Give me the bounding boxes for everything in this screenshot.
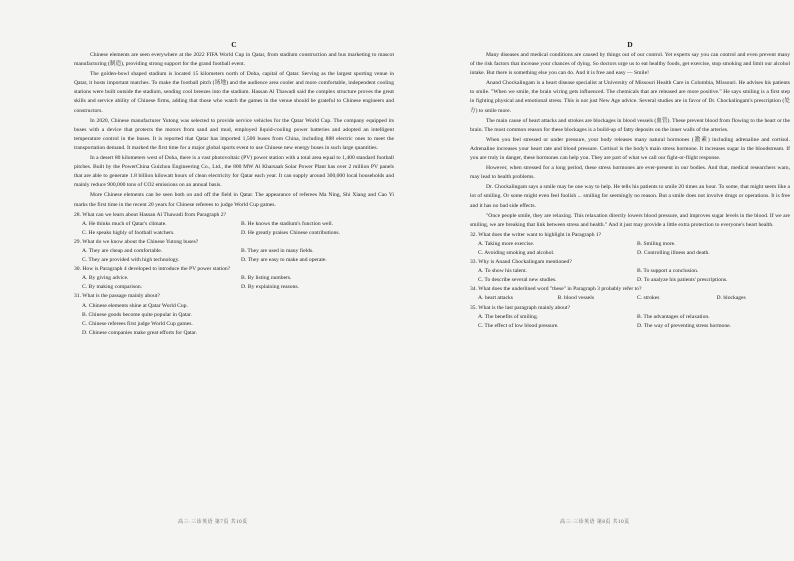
option-d: D. To analyze his patients' prescriptions. bbox=[637, 277, 728, 284]
option-c: C. strokes bbox=[637, 295, 660, 302]
option-a: A. By giving advice. bbox=[82, 275, 129, 282]
question-stem: 34. What does the underlined word "these" in Paragraph 3 probably refer to? bbox=[470, 286, 642, 293]
paragraph: When you feel stressed or under pressure, your body releases many natural hormones (激素) including adrenaline and cortisol. Adrenaline increases your heart rate and blood pressure. Cortisol is the body's main stress hormone. It increases sugar in the bloodstream. If you are truly in danger, these hormones can help you. They are part of what we call our fight-or-flight response. bbox=[470, 136, 790, 162]
option-d: D. Controlling illness and death. bbox=[637, 249, 710, 256]
paragraph: Anand Chockalingam is a heart disease specialist at University of Missouri Health Care in Columbia, Missouri. He advises his patients to smile. "When we smile, the brain wiring gets influenced. The chemicals that are released are more positive." He says smiling is a first step in fighting physical and emotional stress. This is not just New Age advice. Several studies are in favor of Dr. Chockalingam's prescription (处方) to smile more. bbox=[470, 80, 790, 114]
page-footer-left: 高三·三诊英语 第7页 共10页 bbox=[178, 520, 248, 525]
section-heading-c: C bbox=[231, 40, 237, 49]
option-c: C. The effect of low blood pressure. bbox=[478, 322, 559, 329]
question-stem: 31. What is the passage mainly about? bbox=[74, 293, 160, 300]
question-stem: 30. How is Paragraph 4 developed to introduce the PV power station? bbox=[74, 266, 231, 273]
paragraph: In a desert 80 kilometers west of Doha, there is a vast photovoltaic (PV) power station with a total area equal to 1,400 standard football pitches. Built by the PowerChina Guizhou Engineering Co., Ltd., the 800 MW Al Kharsaah Solar Power Plant has over 2 million PV panels that are able to generate 1.8 billion kilowatt hours of clean electricity for Qatar each year. It can supply around 300,000 local households and mainly reduce 900,000 tons of CO2 emissions on an annual basis. bbox=[74, 155, 394, 189]
option-a: A. They are cheap and comfortable. bbox=[82, 247, 163, 254]
left-column bbox=[74, 40, 394, 338]
question-31 bbox=[74, 292, 394, 337]
option-b: B. They are used in many fields. bbox=[241, 247, 314, 254]
paragraph: In 2020, Chinese manufacturer Yutong was selected to provide service vehicles for the Qatar World Cup. The company equipped its buses with a device that protects the motors from sand and mud, employed liquid-cooling power batteries and adopted an intelligent temperature control in the buses. It is reported that Qatar has imported 1,500 buses from China, including 888 electric ones to meet the transportation demand. It marked the first time for a major global sports event to use Chinese new energy buses in such large quantities. bbox=[74, 117, 394, 151]
paragraph: Dr. Chockalingam says a smile may be one way to help. He tells his patients to smile 20 times an hour. To some, that might seem like a lot of smiling. Or some might even feel foolish ... smiling for seemingly no reason. But a smile does not involve drugs or operations. It is free and it has no bad side effects. bbox=[470, 184, 790, 209]
question-stem: 35. What is the last paragraph mainly about? bbox=[470, 304, 570, 311]
paragraph: The main cause of heart attacks and strokes are blockages in blood vessels (血管). These prevent blood from flowing to the heart or the brain. The most common reason for these blockages is a build-up of fatty deposits on the inner walls of the arteries. bbox=[470, 117, 790, 133]
paragraph: Chinese elements are seen everywhere at the 2022 FIFA World Cup in Qatar, from stadium construction and bus marketing to mascot manufacturing (制造), providing strong support for the grand football event. bbox=[74, 52, 394, 68]
option-a: A. heart attacks bbox=[478, 295, 513, 302]
question-28 bbox=[74, 211, 394, 238]
option-b: B. Chinese goods become quite popular in Qatar. bbox=[82, 311, 192, 318]
option-d: D. He greatly praises Chinese contributions. bbox=[241, 229, 340, 236]
option-b: B. He knows the stadium's function well. bbox=[241, 220, 334, 227]
option-c: C. He speaks highly of football watchers. bbox=[82, 229, 175, 236]
question-stem: 29. What do we know about the Chinese Yutong buses? bbox=[74, 238, 199, 245]
paragraph: More Chinese elements can be seen both on and off the field in Qatar. The appearance of referees Ma Ning, Shi Xiang and Cao Yi marks the first time in the recent 20 years for Chinese referees to judge World Cup games. bbox=[74, 192, 394, 208]
option-d: D. They are easy to make and operate. bbox=[241, 257, 327, 264]
question-32 bbox=[470, 231, 790, 258]
option-a: A. Chinese elements shine at Qatar World Cup. bbox=[82, 302, 188, 309]
option-d: D. Chinese companies make great efforts for Qatar. bbox=[82, 329, 197, 336]
question-33 bbox=[470, 258, 790, 285]
right-column bbox=[470, 40, 790, 331]
question-29 bbox=[74, 238, 394, 265]
option-d: D. The way of preventing stress hormone. bbox=[637, 322, 732, 329]
paragraph: However, when stressed for a long period, these stress hormones are ever-present in our bodies. And that, medical researchers warn, may lead to health problems. bbox=[470, 165, 790, 181]
option-a: A. To show his talent. bbox=[478, 268, 527, 275]
question-34 bbox=[470, 285, 790, 303]
question-35 bbox=[470, 304, 790, 331]
section-heading-d: D bbox=[627, 40, 633, 49]
question-stem: 28. What can we learn about Hassan Al Thawadi from Paragraph 2? bbox=[74, 211, 227, 218]
option-b: B. Smiling more. bbox=[637, 240, 676, 247]
option-c: C. Avoiding smoking and alcohol. bbox=[478, 249, 555, 256]
option-a: A. He thinks much of Qatar's climate. bbox=[82, 220, 167, 227]
option-b: B. To support a conclusion. bbox=[637, 268, 699, 275]
paragraph: The golden-bowl shaped stadium is located 15 kilometers north of Doha, capital of Qatar. Serving as the largest sporting venue in Qatar, it hosts important matches. To make the football pitch (场地) and the audience area cooler and more comfortable, independent cooling stations were built outside the stadium, sending cool breezes into the stadium. Hassan Al Thawadi said the complex structure proves the great skills and service ability of Chinese firms, adding that those who watch the games in the venue should be grateful to Chinese engineers and constructors. bbox=[74, 71, 394, 114]
question-30 bbox=[74, 265, 394, 292]
option-d: D. blockages bbox=[716, 295, 746, 302]
paragraph: Many diseases and medical conditions are caused by things out of our control. Yet experts say you can control and even prevent many of the risk factors that increase your chances of dying. So doctors urge us to eat healthy foods, get exercise, stop smoking and limit our alcohol intake. But there is something else you can do. And it is free and easy — Smile! bbox=[470, 52, 790, 77]
option-b: B. blood vessels bbox=[557, 295, 595, 302]
option-c: C. By making comparison. bbox=[82, 284, 143, 291]
question-stem: 32. What does the writer want to highlight in Paragraph 1? bbox=[470, 231, 602, 238]
option-a: A. Taking more exercise. bbox=[478, 240, 535, 247]
option-b: B. By listing numbers. bbox=[241, 275, 292, 282]
page-footer-right: 高三·三诊英语 第8页 共10页 bbox=[560, 520, 630, 525]
option-d: D. By explaining reasons. bbox=[241, 284, 299, 291]
option-b: B. The advantages of relaxation. bbox=[637, 313, 710, 320]
paragraph: "Once people smile, they are relaxing. This relaxation directly lowers blood pressure, and improves sugar levels in the blood. If we are smiling, we are breaking that link between stress and health." And it just may provide a little extra protection to everyone's heart health. bbox=[470, 212, 790, 228]
option-c: C. They are provided with high technology. bbox=[82, 257, 180, 264]
option-c: C. Chinese referees first judge World Cup games. bbox=[82, 320, 193, 327]
option-a: A. The benefits of smiling. bbox=[478, 313, 539, 320]
option-c: C. To describe several new studies. bbox=[478, 277, 557, 284]
question-stem: 33. Why is Anand Chockalingam mentioned? bbox=[470, 259, 572, 266]
